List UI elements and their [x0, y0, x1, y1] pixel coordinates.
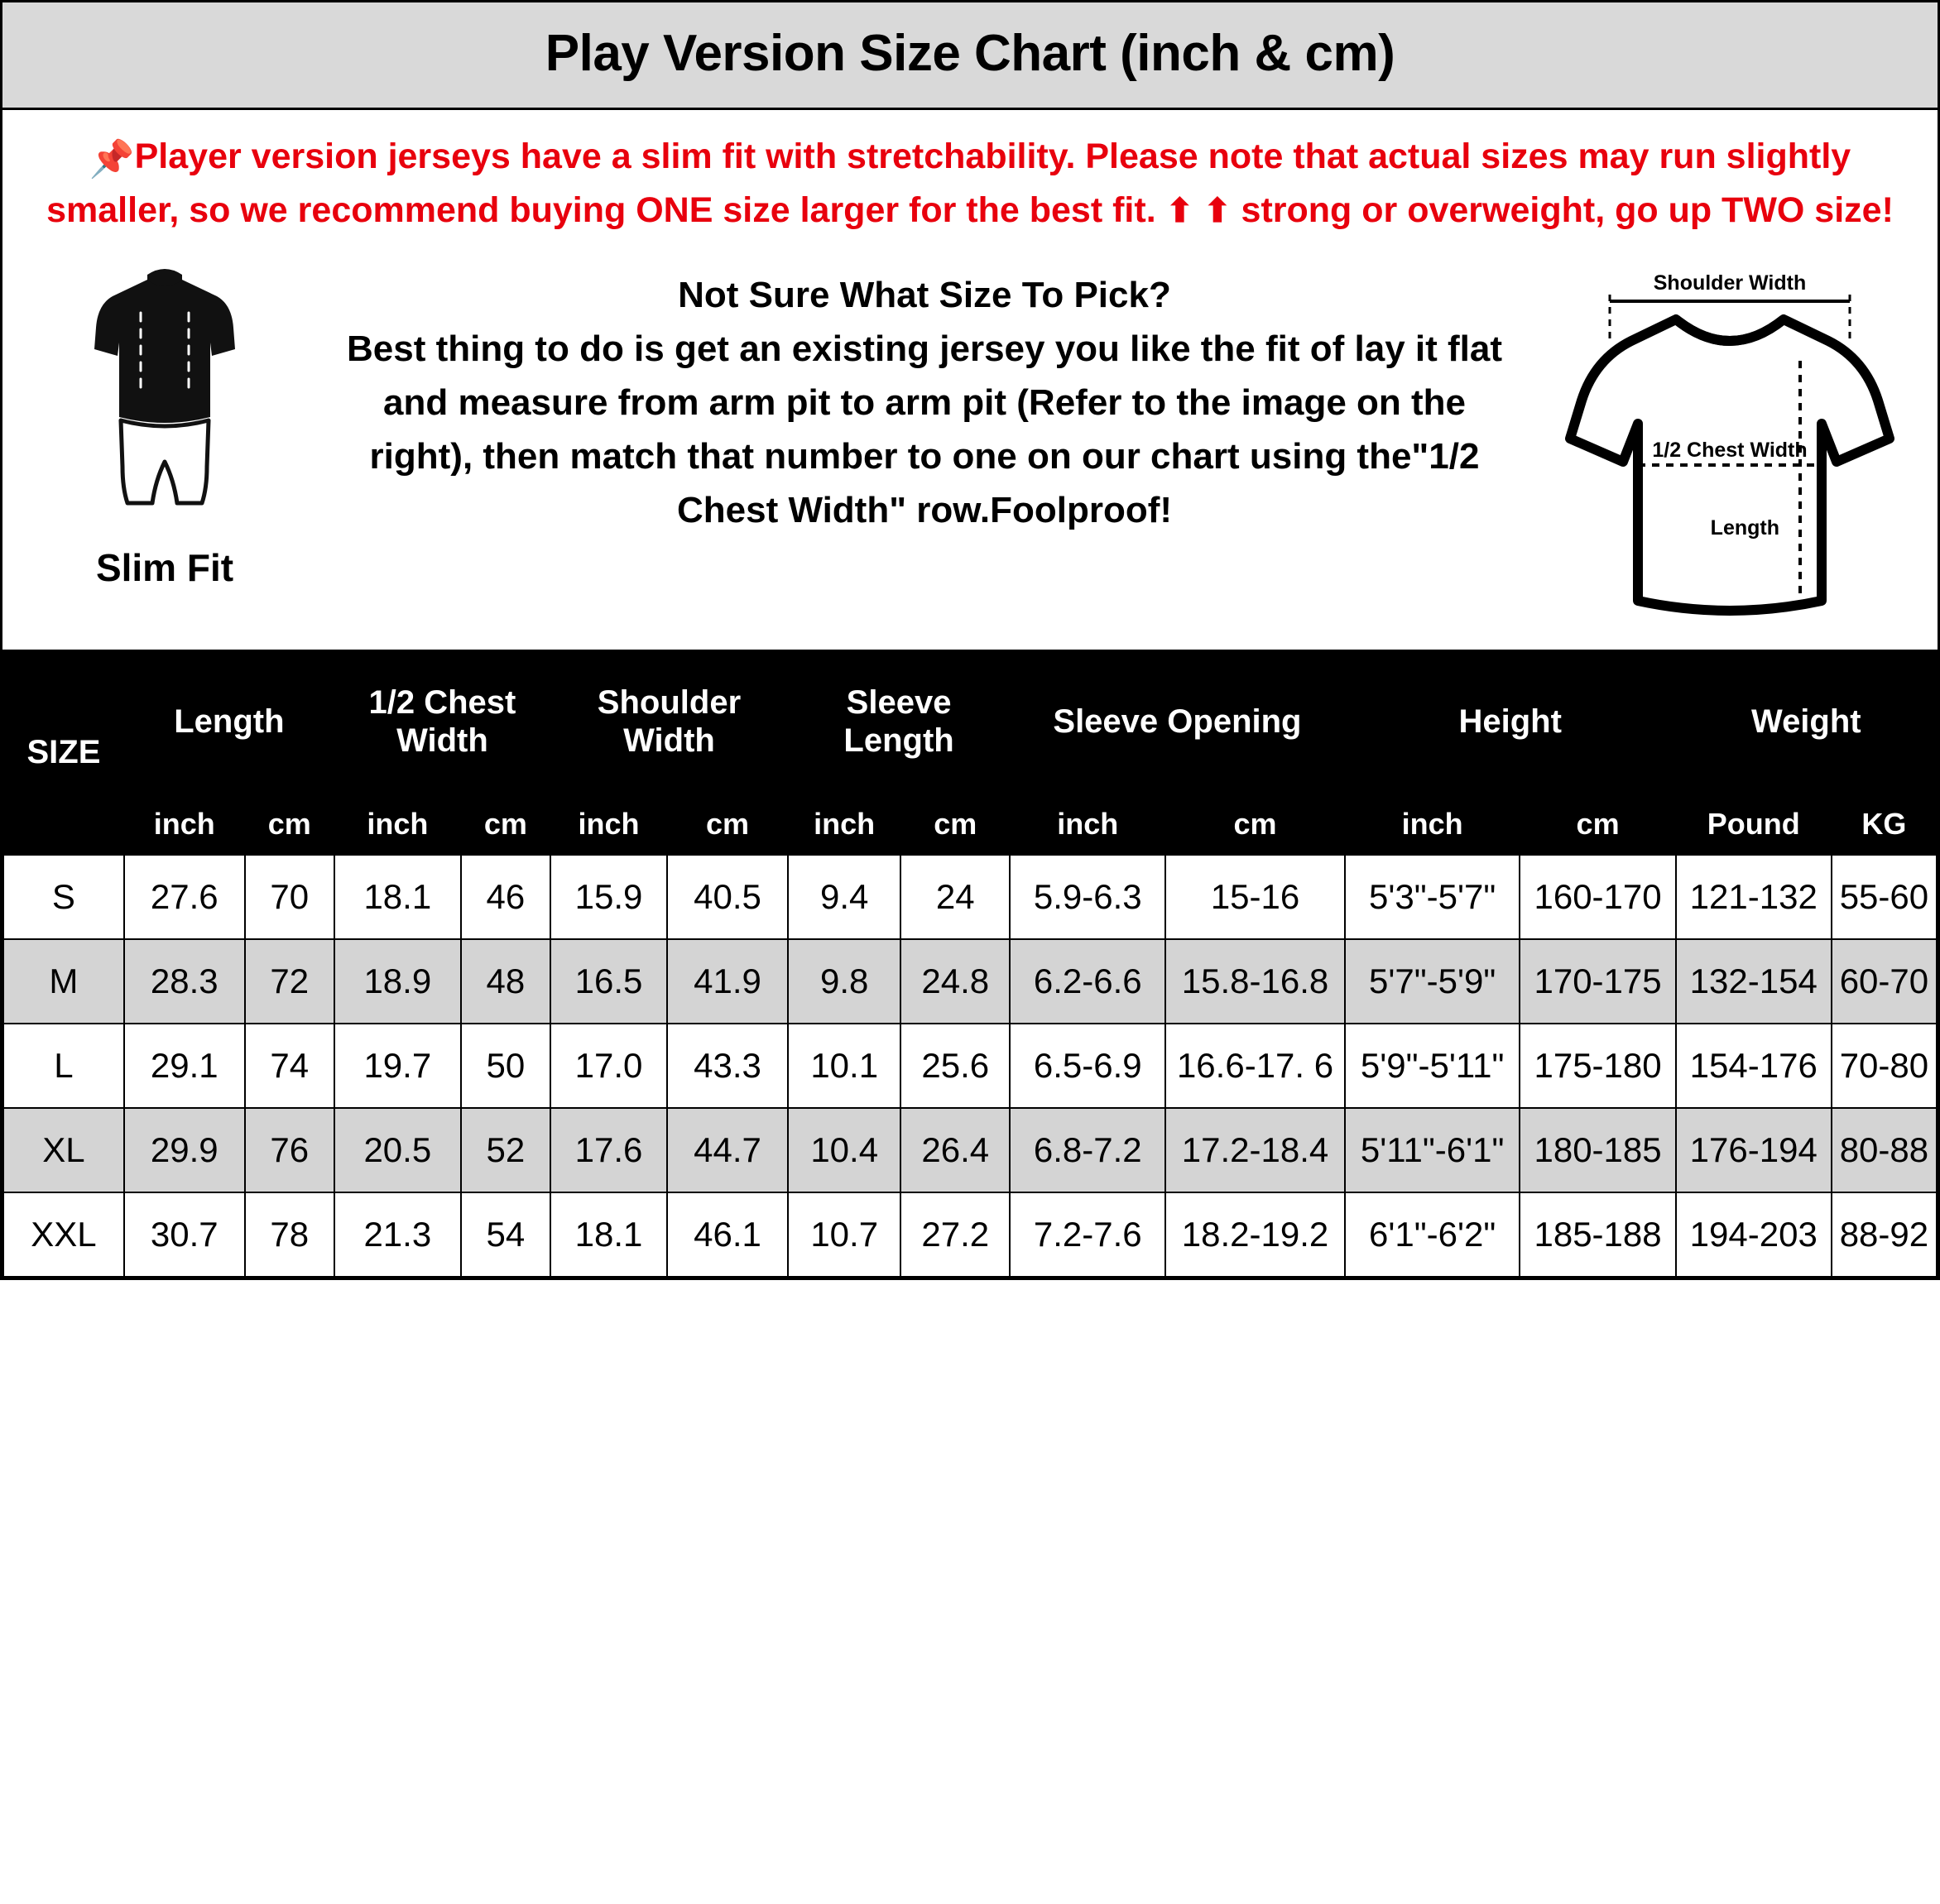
cell: 30.7 [124, 1192, 245, 1277]
cell: 44.7 [667, 1108, 788, 1192]
cell: 26.4 [900, 1108, 1010, 1192]
table-row [3, 855, 1937, 939]
cell: 17.0 [550, 1024, 667, 1108]
unit-header-chest-cm: cm [461, 793, 550, 855]
row-size-xxl: XXL [3, 1192, 124, 1277]
unit-header-opening-inch: inch [1010, 793, 1165, 855]
cell: 29.9 [124, 1108, 245, 1192]
cell: 10.4 [788, 1108, 900, 1192]
cell: 50 [461, 1024, 550, 1108]
cell: 70-80 [1832, 1024, 1937, 1108]
cell: 15.9 [550, 855, 667, 939]
cell: 7.2-7.6 [1010, 1192, 1165, 1277]
unit-header-height-cm: cm [1520, 793, 1675, 855]
cell: 18.2-19.2 [1165, 1192, 1344, 1277]
cell: 180-185 [1520, 1108, 1675, 1192]
cell: 121-132 [1676, 855, 1832, 939]
cell: 15-16 [1165, 855, 1344, 939]
cell: 60-70 [1832, 939, 1937, 1024]
notice-part-1: Player version jerseys have a slim fit with stretchability. Please note that actual sizes may run slightly smaller, so we recommend buying ONE size larger for the best fit. [46, 137, 1851, 231]
cell: 88-92 [1832, 1192, 1937, 1277]
page-title: Play Version Size Chart (inch & cm) [545, 25, 1395, 82]
col-header-half-chest-width: 1/2 Chest Width [334, 650, 550, 793]
cell: 54 [461, 1192, 550, 1277]
unit-header-sleeve-inch: inch [788, 793, 900, 855]
cell: 10.7 [788, 1192, 900, 1277]
notice-text [2, 110, 1938, 245]
cell: 16.5 [550, 939, 667, 1024]
cell: 70 [245, 855, 334, 939]
row-size-l: L [3, 1024, 124, 1108]
col-header-size: SIZE [3, 650, 124, 855]
table-row [3, 1192, 1937, 1277]
cell: 6.8-7.2 [1010, 1108, 1165, 1192]
cell: 55-60 [1832, 855, 1937, 939]
info-row [2, 245, 1938, 650]
cell: 5.9-6.3 [1010, 855, 1165, 939]
cell: 185-188 [1520, 1192, 1675, 1277]
cell: 74 [245, 1024, 334, 1108]
cell: 48 [461, 939, 550, 1024]
notice-part-2: strong or overweight, go up TWO size! [1241, 190, 1894, 231]
cell: 27.2 [900, 1192, 1010, 1277]
cell: 72 [245, 939, 334, 1024]
slim-fit-body-icon [61, 525, 268, 540]
cell: 40.5 [667, 855, 788, 939]
table-unit-header-row [3, 793, 1937, 855]
cell: 76 [245, 1108, 334, 1192]
svg-text:Length: Length [1710, 516, 1779, 540]
slim-fit-block [16, 253, 314, 590]
advice-block [314, 253, 1535, 538]
title-bar [2, 2, 1938, 110]
tshirt-measurement-icon [1552, 271, 1908, 629]
table-row [3, 1024, 1937, 1108]
cell: 28.3 [124, 939, 245, 1024]
cell: 16.6-17. 6 [1165, 1024, 1344, 1108]
cell: 46 [461, 855, 550, 939]
shirt-diagram-block [1535, 253, 1924, 630]
unit-header-weight-pound: Pound [1676, 793, 1832, 855]
cell: 27.6 [124, 855, 245, 939]
unit-header-shoulder-cm: cm [667, 793, 788, 855]
cell: 6.2-6.6 [1010, 939, 1165, 1024]
cell: 80-88 [1832, 1108, 1937, 1192]
cell: 176-194 [1676, 1108, 1832, 1192]
advice-body: Best thing to do is get an existing jersey you like the fit of lay it flat and measure from arm pit to arm pit (Refer to the image on the right), then match that number to one on our chart using the"1/2 Chest Width" row.Foolproof! [346, 328, 1502, 530]
cell: 10.1 [788, 1024, 900, 1108]
col-header-weight: Weight [1676, 650, 1937, 793]
arrow-up-icon-2: ⬆ [1203, 193, 1232, 230]
cell: 43.3 [667, 1024, 788, 1108]
cell: 5'11"-6'1" [1345, 1108, 1520, 1192]
row-size-m: M [3, 939, 124, 1024]
cell: 17.2-18.4 [1165, 1108, 1344, 1192]
cell: 41.9 [667, 939, 788, 1024]
cell: 15.8-16.8 [1165, 939, 1344, 1024]
cell: 78 [245, 1192, 334, 1277]
advice-heading: Not Sure What Size To Pick? [678, 274, 1171, 315]
cell: 46.1 [667, 1192, 788, 1277]
cell: 52 [461, 1108, 550, 1192]
svg-text:Shoulder Width: Shoulder Width [1653, 271, 1807, 295]
cell: 6'1"-6'2" [1345, 1192, 1520, 1277]
col-header-sleeve-length: Sleeve Length [788, 650, 1010, 793]
unit-header-length-inch: inch [124, 793, 245, 855]
cell: 18.1 [550, 1192, 667, 1277]
cell: 20.5 [334, 1108, 461, 1192]
unit-header-shoulder-inch: inch [550, 793, 667, 855]
pushpin-icon: 📌 [89, 139, 135, 180]
cell: 132-154 [1676, 939, 1832, 1024]
cell: 5'3"-5'7" [1345, 855, 1520, 939]
arrow-up-icon-1: ⬆ [1165, 193, 1194, 230]
cell: 24 [900, 855, 1010, 939]
cell: 170-175 [1520, 939, 1675, 1024]
unit-header-opening-cm: cm [1165, 793, 1344, 855]
col-header-height: Height [1345, 650, 1676, 793]
col-header-shoulder-width: Shoulder Width [550, 650, 788, 793]
col-header-length: Length [124, 650, 334, 793]
cell: 21.3 [334, 1192, 461, 1277]
unit-header-weight-kg: KG [1832, 793, 1937, 855]
cell: 160-170 [1520, 855, 1675, 939]
cell: 24.8 [900, 939, 1010, 1024]
cell: 154-176 [1676, 1024, 1832, 1108]
unit-header-length-cm: cm [245, 793, 334, 855]
table-row [3, 939, 1937, 1024]
cell: 175-180 [1520, 1024, 1675, 1108]
cell: 18.1 [334, 855, 461, 939]
cell: 19.7 [334, 1024, 461, 1108]
cell: 6.5-6.9 [1010, 1024, 1165, 1108]
unit-header-height-inch: inch [1345, 793, 1520, 855]
cell: 9.4 [788, 855, 900, 939]
size-table [2, 650, 1938, 1278]
cell: 29.1 [124, 1024, 245, 1108]
table-group-header-row [3, 650, 1937, 793]
cell: 5'9"-5'11" [1345, 1024, 1520, 1108]
col-header-sleeve-opening: Sleeve Opening [1010, 650, 1345, 793]
cell: 9.8 [788, 939, 900, 1024]
slim-fit-caption: Slim Fit [95, 545, 234, 589]
unit-header-sleeve-cm: cm [900, 793, 1010, 855]
svg-text:1/2 Chest Width: 1/2 Chest Width [1652, 438, 1808, 462]
cell: 18.9 [334, 939, 461, 1024]
row-size-xl: XL [3, 1108, 124, 1192]
row-size-s: S [3, 855, 124, 939]
cell: 25.6 [900, 1024, 1010, 1108]
table-row [3, 1108, 1937, 1192]
cell: 194-203 [1676, 1192, 1832, 1277]
unit-header-chest-inch: inch [334, 793, 461, 855]
cell: 17.6 [550, 1108, 667, 1192]
cell: 5'7"-5'9" [1345, 939, 1520, 1024]
